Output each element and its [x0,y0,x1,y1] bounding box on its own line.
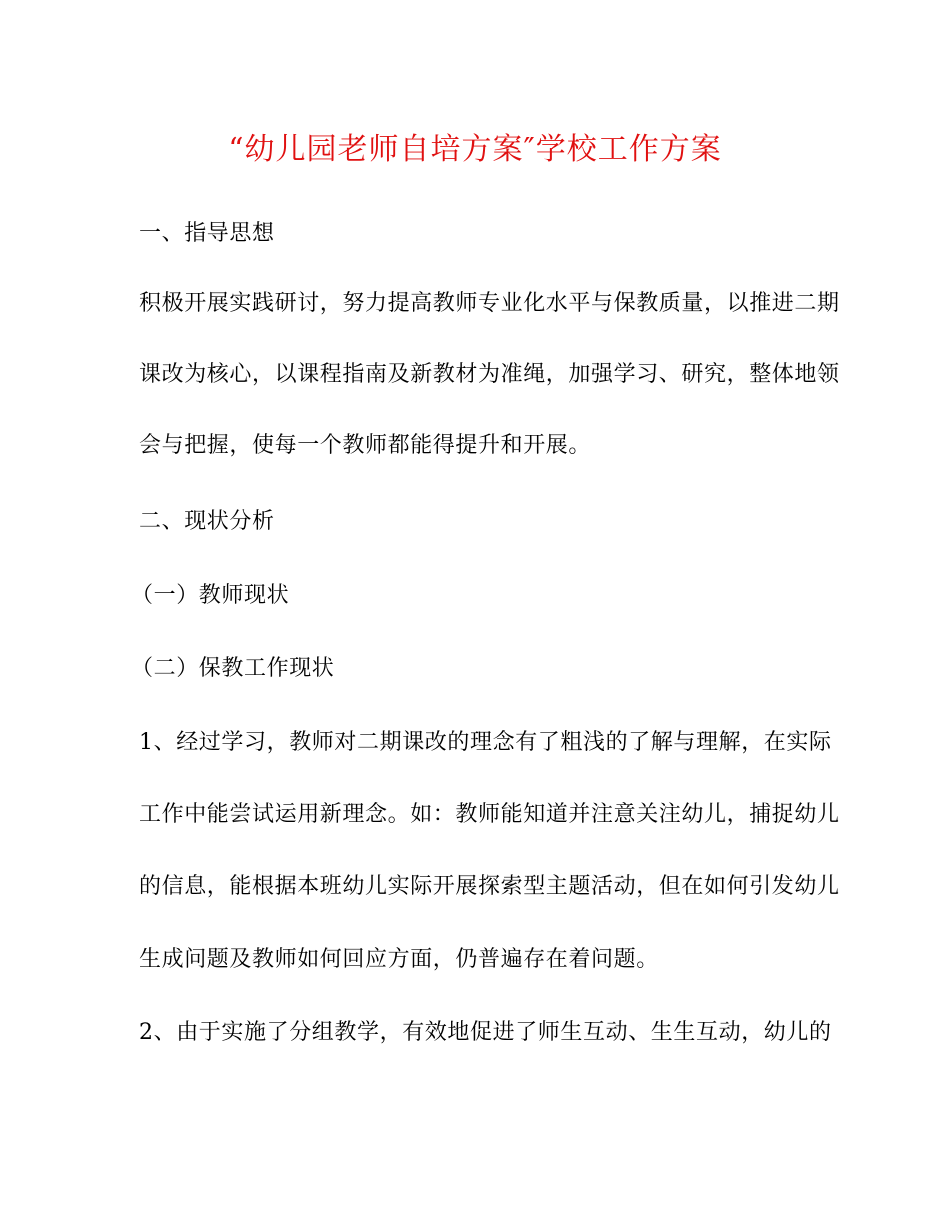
subsection-heading-teacher-status: （一）教师现状 [131,583,290,608]
section-heading-guiding-ideology: 一、指导思想 [139,221,275,246]
subsection-heading-care-education-status: （二）保教工作现状 [131,656,335,681]
paragraph-line: 的信息，能根据本班幼儿实际开展探索型主题活动，但在如何引发幼儿 [139,874,840,899]
paragraph-line: 生成问题及教师如何回应方面，仍普遍存在着问题。 [139,947,659,972]
paragraph-line: 积极开展实践研讨，努力提高教师专业化水平与保教质量，以推进二期 [139,291,840,316]
section-heading-status-analysis: 二、现状分析 [139,509,275,534]
paragraph-line: 课改为核心，以课程指南及新教材为准绳，加强学习、研究，整体地领 [139,362,840,387]
document-title: “幼儿园老师自培方案″学校工作方案 [228,132,722,167]
paragraph-line: 工作中能尝试运用新理念。如：教师能知道并注意关注幼儿，捕捉幼儿 [139,802,840,827]
paragraph-line: 2、由于实施了分组教学，有效地促进了师生互动、生生互动，幼儿的 [139,1020,832,1045]
paragraph-line: 1、经过学习，教师对二期课改的理念有了粗浅的了解与理解，在实际 [139,730,832,755]
paragraph-line: 会与把握，使每一个教师都能得提升和开展。 [139,433,592,458]
